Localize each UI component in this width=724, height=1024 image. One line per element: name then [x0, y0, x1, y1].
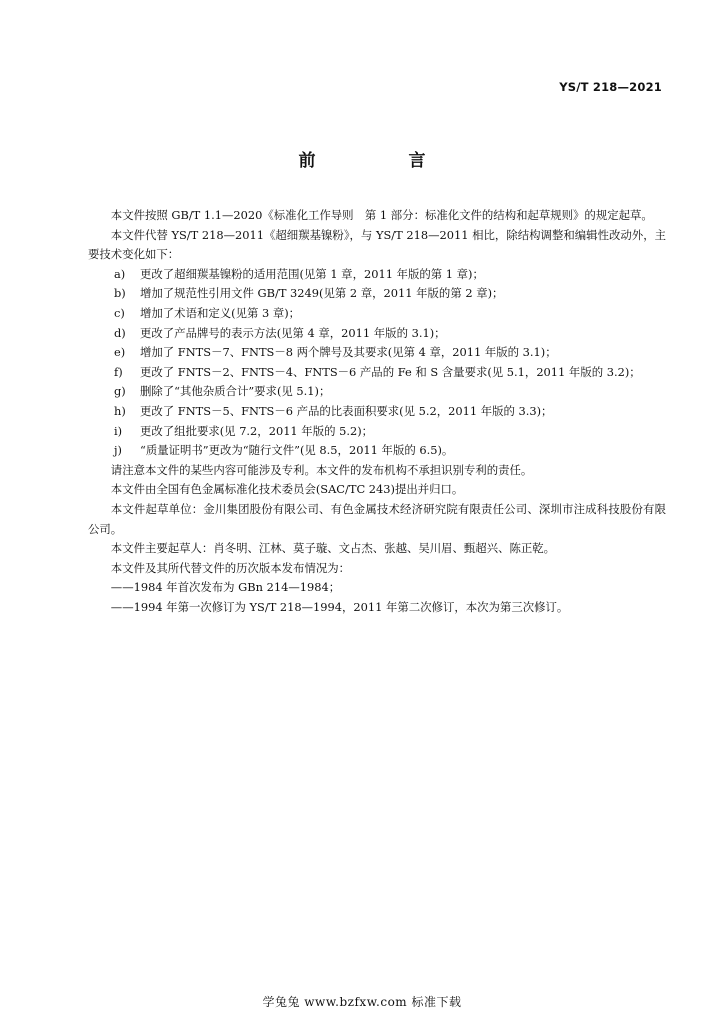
foreword-body: [88, 206, 666, 617]
technical-changes-list: [88, 265, 666, 461]
list-item: [88, 343, 666, 363]
document-number: YS/T 218—2021: [559, 80, 662, 94]
list-item: [88, 284, 666, 304]
list-item-text: 增加了规范性引用文件 GB/T 3249(见第 2 章，2011 年版的第 2 章)；: [140, 286, 504, 301]
paragraph-patent-notice: 请注意本文件的某些内容可能涉及专利。本文件的发布机构不承担识别专利的责任。: [110, 462, 533, 477]
paragraph-drafting-units: 本文件起草单位：金川集团股份有限公司、有色金属技术经济研究院有限责任公司、深圳市注成科技股份有限公司。: [88, 501, 666, 536]
list-item-text: 删除了“其他杂质合计”要求(见 5.1)；: [140, 384, 331, 399]
footer-watermark: 学兔兔 www.bzfxw.com 标准下载: [262, 995, 462, 1009]
list-marker: b): [114, 286, 126, 301]
list-item: [88, 304, 666, 324]
list-item: [88, 324, 666, 344]
list-marker: g): [114, 384, 126, 399]
list-item-text: 增加了术语和定义(见第 3 章)；: [140, 305, 301, 320]
list-item-text: 更改了 FNTS－5、FNTS－6 产品的比表面积要求(见 5.2，2011 年版的 3.3)；: [140, 403, 553, 418]
list-marker: c): [114, 305, 125, 320]
list-item: [88, 422, 666, 442]
list-item: [88, 441, 666, 461]
list-item: [88, 363, 666, 383]
list-marker: i): [114, 423, 123, 438]
paragraph-drafting-rules: 本文件按照 GB/T 1.1—2020《标准化工作导则 第 1 部分：标准化文件的结构和起草规则》的规定起草。: [110, 208, 653, 222]
list-item: [88, 402, 666, 422]
list-marker: h): [114, 403, 126, 418]
list-marker: j): [114, 443, 122, 458]
list-item: [88, 382, 666, 402]
list-item-text: “质量证明书”更改为“随行文件”(见 8.5，2011 年版的 6.5)。: [140, 443, 454, 458]
paragraph-version-history: 本文件及其所代替文件的历次版本发布情况为：: [110, 560, 351, 575]
list-item-text: 更改了产品牌号的表示方法(见第 4 章，2011 年版的 3.1)；: [140, 325, 446, 340]
list-marker: e): [114, 345, 126, 360]
list-item-text: 更改了组批要求(见 7.2，2011 年版的 5.2)；: [140, 423, 374, 438]
paragraph-drafters: 本文件主要起草人：肖冬明、江林、莫子璇、文占杰、张越、吴川眉、甄超兴、陈正乾。: [110, 541, 556, 556]
paragraph-proposer: 本文件由全国有色金属标准化技术委员会(SAC/TC 243)提出并归口。: [110, 482, 464, 497]
list-item-text: 增加了 FNTS－7、FNTS－8 两个牌号及其要求(见第 4 章，2011 年版的 3.1)；: [140, 345, 557, 360]
page-title: 前 言: [298, 151, 464, 171]
list-item: [88, 265, 666, 285]
list-item-text: 更改了超细羰基镍粉的适用范围(见第 1 章，2011 年版的第 1 章)；: [140, 266, 484, 281]
list-marker: a): [114, 266, 126, 281]
list-item-text: 更改了 FNTS－2、FNTS－4、FNTS－6 产品的 Fe 和 S 含量要求(见 5.1，2011 年版的 3.2)；: [140, 364, 641, 379]
list-marker: f): [114, 364, 123, 379]
paragraph-history-1984: ——1984 年首次发布为 GBn 214—1984；: [110, 580, 341, 595]
list-marker: d): [114, 325, 126, 340]
paragraph-history-revisions: ——1994 年第一次修订为 YS/T 218—1994，2011 年第二次修订，本次为第三次修订。: [110, 599, 569, 614]
paragraph-replaces-standard: 本文件代替 YS/T 218—2011《超细羰基镍粉》，与 YS/T 218—2011 相比，除结构调整和编辑性改动外，主要技术变化如下：: [88, 227, 666, 262]
